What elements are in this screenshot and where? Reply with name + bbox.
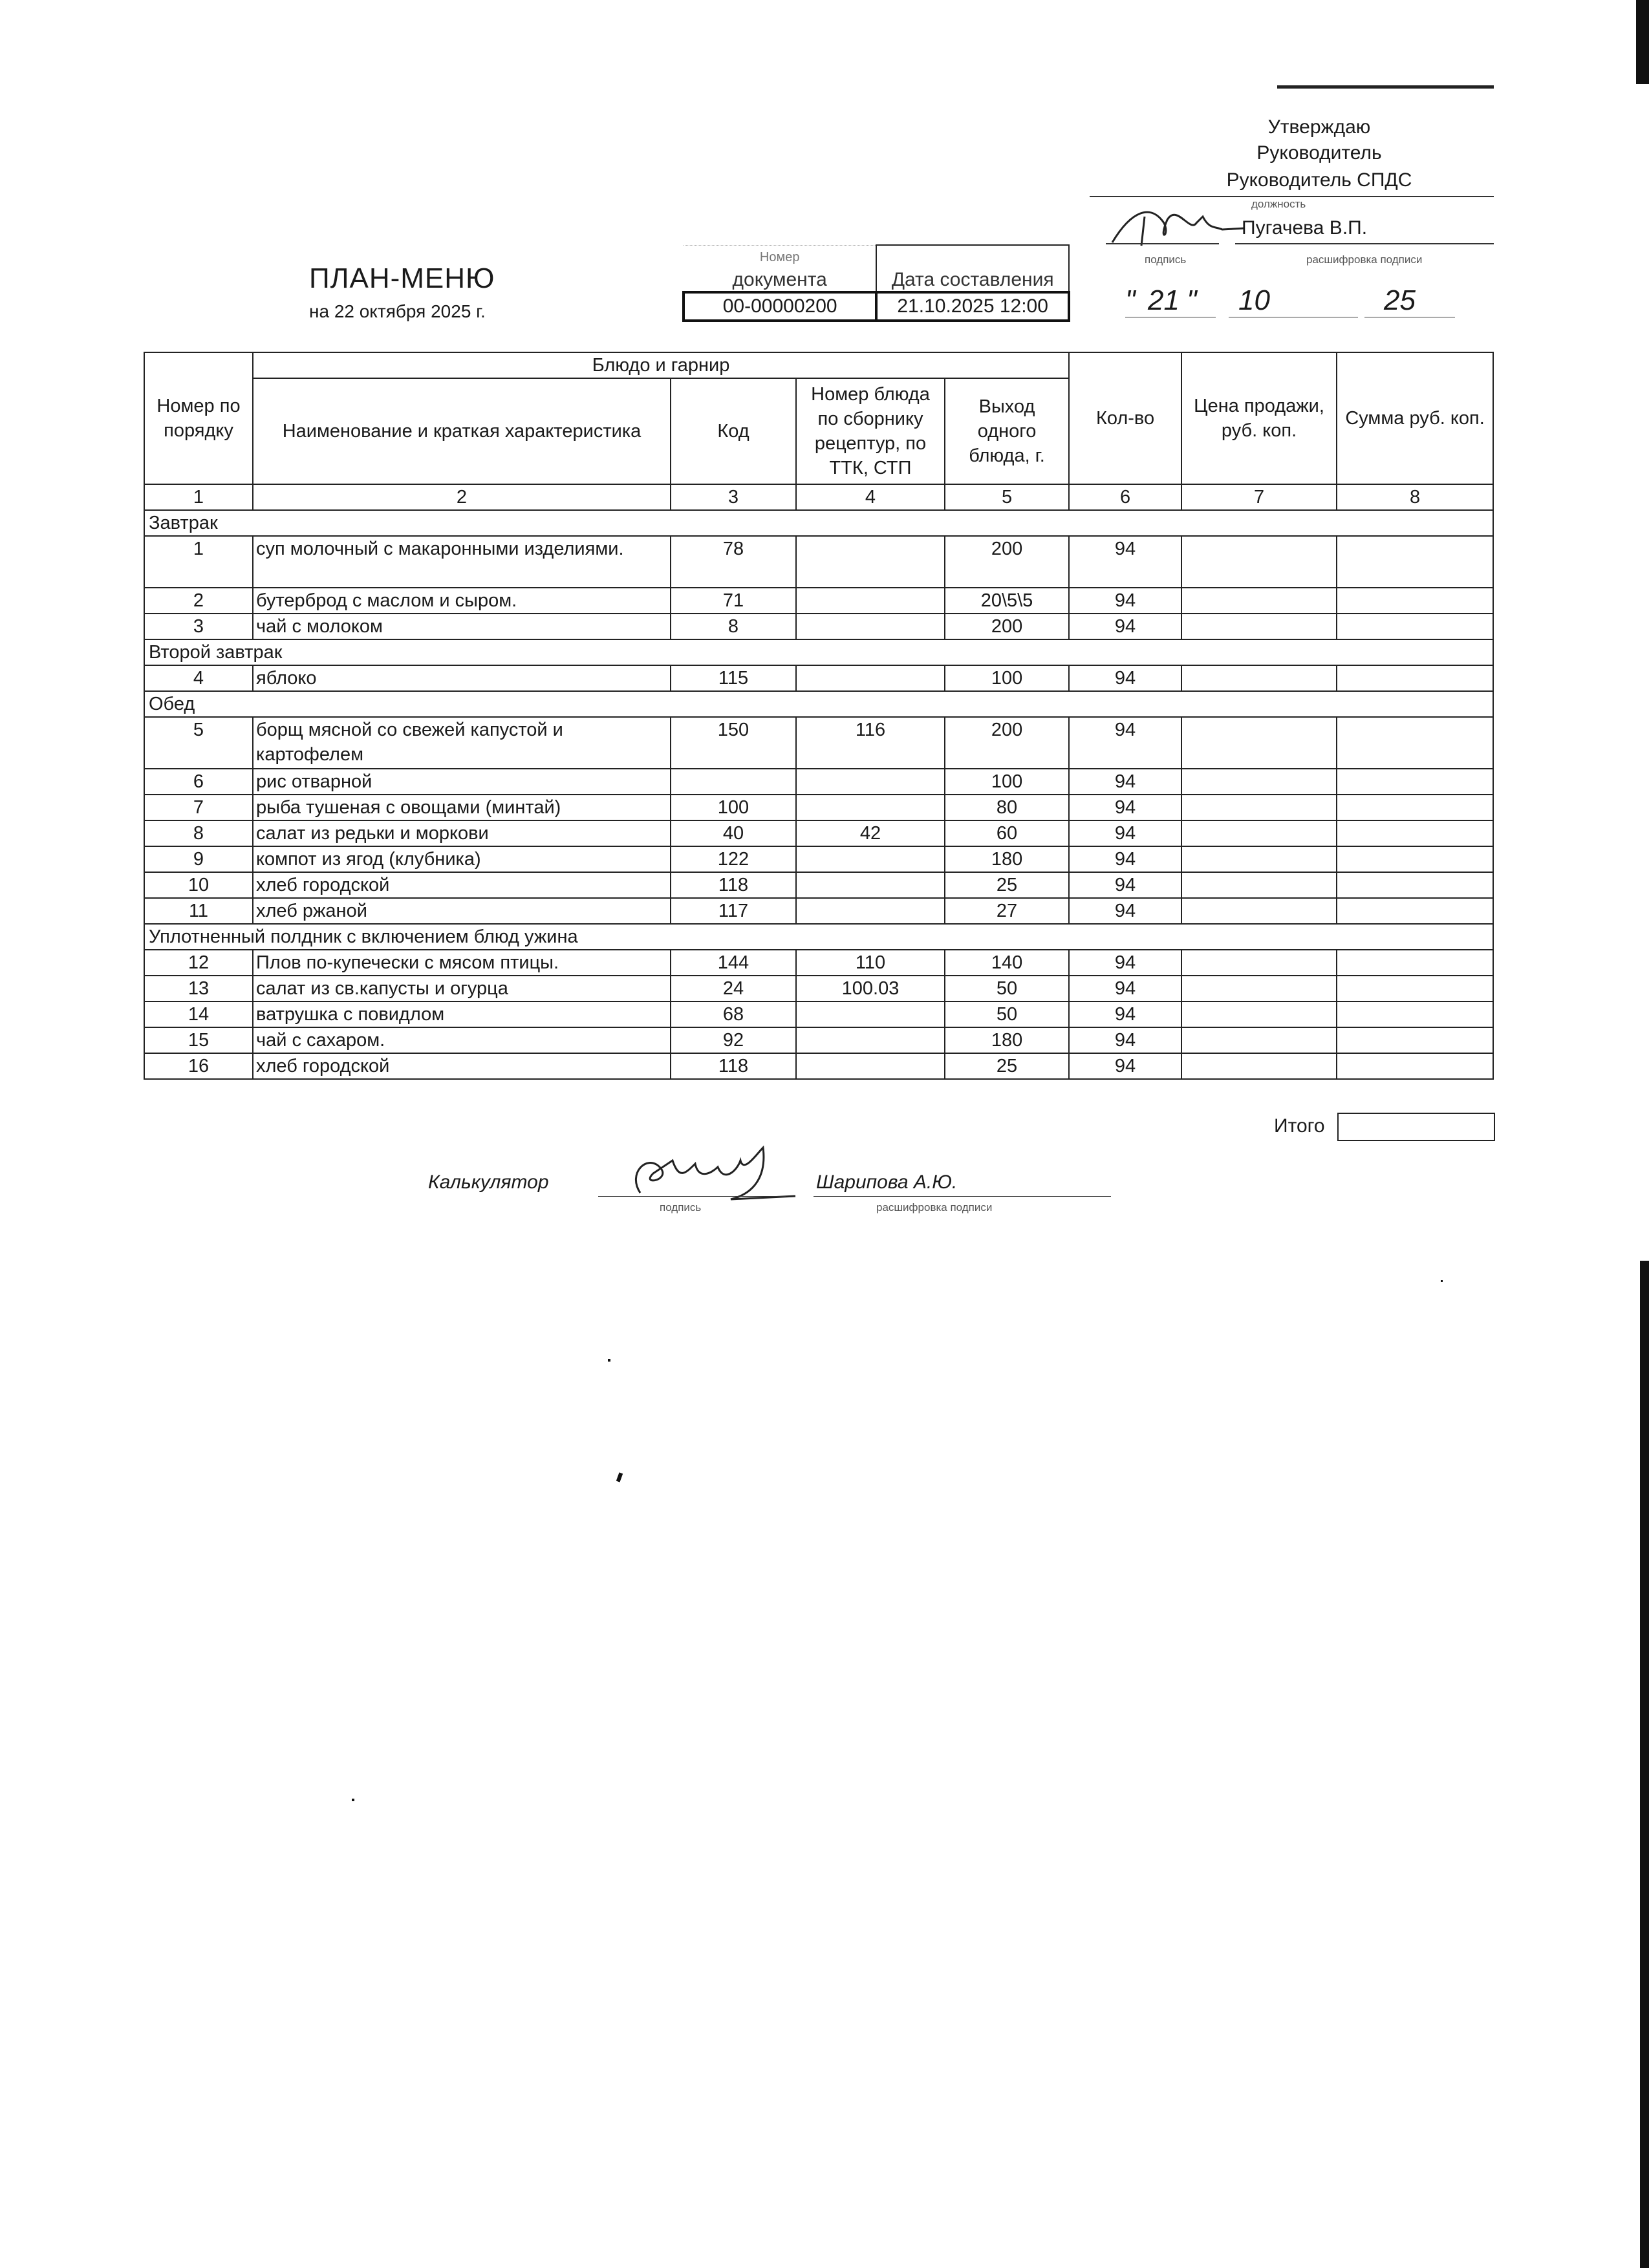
signature-caption: подпись <box>1145 253 1187 266</box>
decoding-rule <box>1235 243 1494 244</box>
scan-speck <box>608 1359 610 1362</box>
dish-sum <box>1337 614 1493 639</box>
approver-name: Пугачева В.П. <box>1242 217 1368 239</box>
row-number: 15 <box>144 1027 253 1053</box>
col-header-qty: Кол-во <box>1069 352 1181 484</box>
calc-decoding-caption: расшифровка подписи <box>876 1201 993 1214</box>
recipe-number: 42 <box>796 820 945 846</box>
dish-qty: 94 <box>1069 820 1181 846</box>
dish-price <box>1181 1027 1337 1053</box>
date-month: 10 <box>1238 284 1270 316</box>
doc-label-top-row <box>684 245 1069 265</box>
dish-code: 117 <box>671 898 796 924</box>
row-number: 10 <box>144 872 253 898</box>
recipe-number <box>796 1027 945 1053</box>
dish-yield: 200 <box>945 717 1069 769</box>
recipe-number <box>796 536 945 588</box>
dish-qty: 94 <box>1069 976 1181 1001</box>
dish-sum <box>1337 846 1493 872</box>
section-row <box>144 924 1493 950</box>
table-row <box>144 950 1493 976</box>
total-value-cell <box>1337 1113 1495 1141</box>
dish-qty: 94 <box>1069 1001 1181 1027</box>
date-quote-close: " <box>1187 284 1197 316</box>
dish-name: чай с сахаром. <box>253 1027 671 1053</box>
dish-qty: 94 <box>1069 872 1181 898</box>
section-title: Второй завтрак <box>144 639 1493 665</box>
page-title: ПЛАН-МЕНЮ <box>309 262 495 294</box>
row-number: 16 <box>144 1053 253 1079</box>
table-row <box>144 1001 1493 1027</box>
menu-body <box>144 510 1493 1079</box>
recipe-number <box>796 614 945 639</box>
approve-position: Руководитель СПДС <box>1226 169 1412 191</box>
dish-code: 92 <box>671 1027 796 1053</box>
scan-speck <box>616 1472 623 1482</box>
recipe-number <box>796 872 945 898</box>
col-number: 8 <box>1337 484 1493 510</box>
dish-price <box>1181 588 1337 614</box>
section-row <box>144 691 1493 717</box>
recipe-number: 100.03 <box>796 976 945 1001</box>
section-title: Завтрак <box>144 510 1493 536</box>
dish-qty: 94 <box>1069 898 1181 924</box>
dish-qty: 94 <box>1069 1053 1181 1079</box>
dish-price <box>1181 950 1337 976</box>
dish-qty: 94 <box>1069 950 1181 976</box>
dish-sum <box>1337 665 1493 691</box>
table-row <box>144 717 1493 769</box>
dish-yield: 25 <box>945 1053 1069 1079</box>
dish-code: 24 <box>671 976 796 1001</box>
section-row <box>144 510 1493 536</box>
dish-yield: 180 <box>945 1027 1069 1053</box>
dish-name: чай с молоком <box>253 614 671 639</box>
table-row <box>144 795 1493 820</box>
table-row <box>144 820 1493 846</box>
calc-signature-rule <box>598 1196 786 1197</box>
document-box <box>682 244 1070 322</box>
row-number: 7 <box>144 795 253 820</box>
dish-price <box>1181 614 1337 639</box>
row-number: 12 <box>144 950 253 976</box>
dish-price <box>1181 665 1337 691</box>
calculator-signature <box>601 1135 808 1212</box>
dish-name: борщ мясной со свежей капустой и картофелем <box>253 717 671 769</box>
recipe-number: 116 <box>796 717 945 769</box>
table-row <box>144 536 1493 588</box>
dish-sum <box>1337 820 1493 846</box>
dish-name: яблоко <box>253 665 671 691</box>
dish-yield: 25 <box>945 872 1069 898</box>
dish-name: бутерброд с маслом и сыром. <box>253 588 671 614</box>
dish-sum <box>1337 872 1493 898</box>
dish-yield: 100 <box>945 665 1069 691</box>
column-number-row <box>144 484 1493 510</box>
dish-qty: 94 <box>1069 536 1181 588</box>
dish-qty: 94 <box>1069 795 1181 820</box>
dish-name: суп молочный с макаронными изделиями. <box>253 536 671 588</box>
dish-code: 100 <box>671 795 796 820</box>
calculator-role: Калькулятор <box>428 1171 549 1193</box>
dish-sum <box>1337 1027 1493 1053</box>
col-header-price: Цена продажи, руб. коп. <box>1181 352 1337 484</box>
dish-price <box>1181 1001 1337 1027</box>
dish-price <box>1181 898 1337 924</box>
dish-qty: 94 <box>1069 588 1181 614</box>
dish-name: рыба тушеная с овощами (минтай) <box>253 795 671 820</box>
approve-label: Утверждаю <box>1267 116 1371 138</box>
col-header-yield: Выход одного блюда, г. <box>945 378 1069 484</box>
approval-date <box>1112 284 1474 317</box>
dish-code: 8 <box>671 614 796 639</box>
date-year: 25 <box>1384 284 1416 316</box>
dish-yield: 180 <box>945 846 1069 872</box>
dish-sum <box>1337 976 1493 1001</box>
dish-yield: 50 <box>945 976 1069 1001</box>
col-number: 5 <box>945 484 1069 510</box>
dish-qty: 94 <box>1069 717 1181 769</box>
table-row <box>144 588 1493 614</box>
recipe-number <box>796 1001 945 1027</box>
doc-label-row <box>684 265 1069 292</box>
recipe-number <box>796 1053 945 1079</box>
table-row <box>144 898 1493 924</box>
dish-name: хлеб городской <box>253 1053 671 1079</box>
position-caption: должность <box>1251 198 1306 210</box>
dish-name: ватрушка с повидлом <box>253 1001 671 1027</box>
dish-price <box>1181 820 1337 846</box>
row-number: 2 <box>144 588 253 614</box>
calc-signature-caption: подпись <box>660 1201 702 1214</box>
section-title: Обед <box>144 691 1493 717</box>
section-row <box>144 639 1493 665</box>
recipe-number <box>796 898 945 924</box>
table-row <box>144 769 1493 795</box>
header-row-1 <box>144 352 1493 378</box>
doc-number-label: документа <box>684 265 876 292</box>
dish-code: 122 <box>671 846 796 872</box>
col-number: 7 <box>1181 484 1337 510</box>
calc-decoding-rule <box>814 1196 1111 1197</box>
dish-sum <box>1337 717 1493 769</box>
col-header-code: Код <box>671 378 796 484</box>
edge-mark <box>1640 1261 1649 2268</box>
dish-name: хлеб городской <box>253 872 671 898</box>
dish-code: 115 <box>671 665 796 691</box>
row-number: 4 <box>144 665 253 691</box>
recipe-number <box>796 588 945 614</box>
dish-yield: 200 <box>945 536 1069 588</box>
dish-qty: 94 <box>1069 665 1181 691</box>
row-number: 3 <box>144 614 253 639</box>
col-number: 4 <box>796 484 945 510</box>
decoding-caption: расшифровка подписи <box>1306 253 1423 266</box>
row-number: 11 <box>144 898 253 924</box>
dish-code: 118 <box>671 872 796 898</box>
dish-name: хлеб ржаной <box>253 898 671 924</box>
dish-sum <box>1337 1001 1493 1027</box>
dish-name: Плов по-купечески с мясом птицы. <box>253 950 671 976</box>
dish-price <box>1181 846 1337 872</box>
dish-qty: 94 <box>1069 846 1181 872</box>
dish-yield: 80 <box>945 795 1069 820</box>
dish-code: 68 <box>671 1001 796 1027</box>
dish-price <box>1181 976 1337 1001</box>
doc-value-row <box>684 292 1069 321</box>
dish-price <box>1181 717 1337 769</box>
table-row <box>144 614 1493 639</box>
section-title: Уплотненный полдник с включением блюд ужина <box>144 924 1493 950</box>
row-number: 14 <box>144 1001 253 1027</box>
approver-signature <box>1106 197 1255 255</box>
table-row <box>144 872 1493 898</box>
dish-qty: 94 <box>1069 614 1181 639</box>
col-header-recipe: Номер блюда по сборнику рецептур, по ТТК, СТП <box>796 378 945 484</box>
dish-yield: 50 <box>945 1001 1069 1027</box>
row-number: 9 <box>144 846 253 872</box>
date-open-quote: " <box>1125 284 1136 316</box>
dish-name: салат из св.капусты и огурца <box>253 976 671 1001</box>
table-row <box>144 976 1493 1001</box>
col-header-sum: Сумма руб. коп. <box>1337 352 1493 484</box>
dish-name: компот из ягод (клубника) <box>253 846 671 872</box>
col-header-order: Номер по порядку <box>144 352 253 484</box>
dish-price <box>1181 769 1337 795</box>
table-row <box>144 665 1493 691</box>
recipe-number <box>796 769 945 795</box>
corner-mark <box>1636 0 1649 84</box>
dish-code: 78 <box>671 536 796 588</box>
table-row <box>144 1027 1493 1053</box>
dish-code: 144 <box>671 950 796 976</box>
dish-price <box>1181 536 1337 588</box>
scan-speck <box>1441 1280 1443 1282</box>
dish-price <box>1181 795 1337 820</box>
dish-sum <box>1337 795 1493 820</box>
recipe-number <box>796 665 945 691</box>
doc-date-value: 21.10.2025 12:00 <box>876 292 1069 321</box>
approve-role: Руководитель <box>1256 142 1382 164</box>
doc-date-label-top <box>876 245 1069 265</box>
dish-name: салат из редьки и моркови <box>253 820 671 846</box>
dish-name: рис отварной <box>253 769 671 795</box>
top-scan-line <box>1277 85 1494 89</box>
dish-sum <box>1337 950 1493 976</box>
col-number: 1 <box>144 484 253 510</box>
dish-yield: 27 <box>945 898 1069 924</box>
dish-yield: 20\5\5 <box>945 588 1069 614</box>
doc-number-label-top: Номер <box>684 245 876 265</box>
dish-yield: 140 <box>945 950 1069 976</box>
col-header-dish-group: Блюдо и гарнир <box>253 352 1069 378</box>
dish-sum <box>1337 898 1493 924</box>
doc-number-value: 00-00000200 <box>684 292 876 321</box>
dish-qty: 94 <box>1069 1027 1181 1053</box>
dish-code: 150 <box>671 717 796 769</box>
row-number: 6 <box>144 769 253 795</box>
dish-code <box>671 769 796 795</box>
dish-yield: 60 <box>945 820 1069 846</box>
row-number: 13 <box>144 976 253 1001</box>
dish-yield: 100 <box>945 769 1069 795</box>
dish-sum <box>1337 1053 1493 1079</box>
row-number: 1 <box>144 536 253 588</box>
doc-date-label: Дата составления <box>876 265 1069 292</box>
dish-code: 118 <box>671 1053 796 1079</box>
total-label: Итого <box>1274 1115 1325 1137</box>
col-number: 2 <box>253 484 671 510</box>
dish-sum <box>1337 588 1493 614</box>
calculator-name: Шарипова А.Ю. <box>816 1171 958 1193</box>
table-row <box>144 846 1493 872</box>
dish-sum <box>1337 536 1493 588</box>
recipe-number <box>796 795 945 820</box>
dish-code: 71 <box>671 588 796 614</box>
recipe-number <box>796 846 945 872</box>
dish-price <box>1181 872 1337 898</box>
col-header-name: Наименование и краткая характеристика <box>253 378 671 484</box>
dish-qty: 94 <box>1069 769 1181 795</box>
scan-speck <box>352 1799 354 1801</box>
dish-yield: 200 <box>945 614 1069 639</box>
dish-sum <box>1337 769 1493 795</box>
signature-rule <box>1106 243 1219 244</box>
page-subtitle: на 22 октября 2025 г. <box>309 301 486 321</box>
col-number: 3 <box>671 484 796 510</box>
table-row <box>144 1053 1493 1079</box>
dish-price <box>1181 1053 1337 1079</box>
menu-table <box>144 352 1494 1080</box>
recipe-number: 110 <box>796 950 945 976</box>
col-number: 6 <box>1069 484 1181 510</box>
date-day: 21 <box>1148 284 1180 316</box>
dish-code: 40 <box>671 820 796 846</box>
row-number: 8 <box>144 820 253 846</box>
row-number: 5 <box>144 717 253 769</box>
